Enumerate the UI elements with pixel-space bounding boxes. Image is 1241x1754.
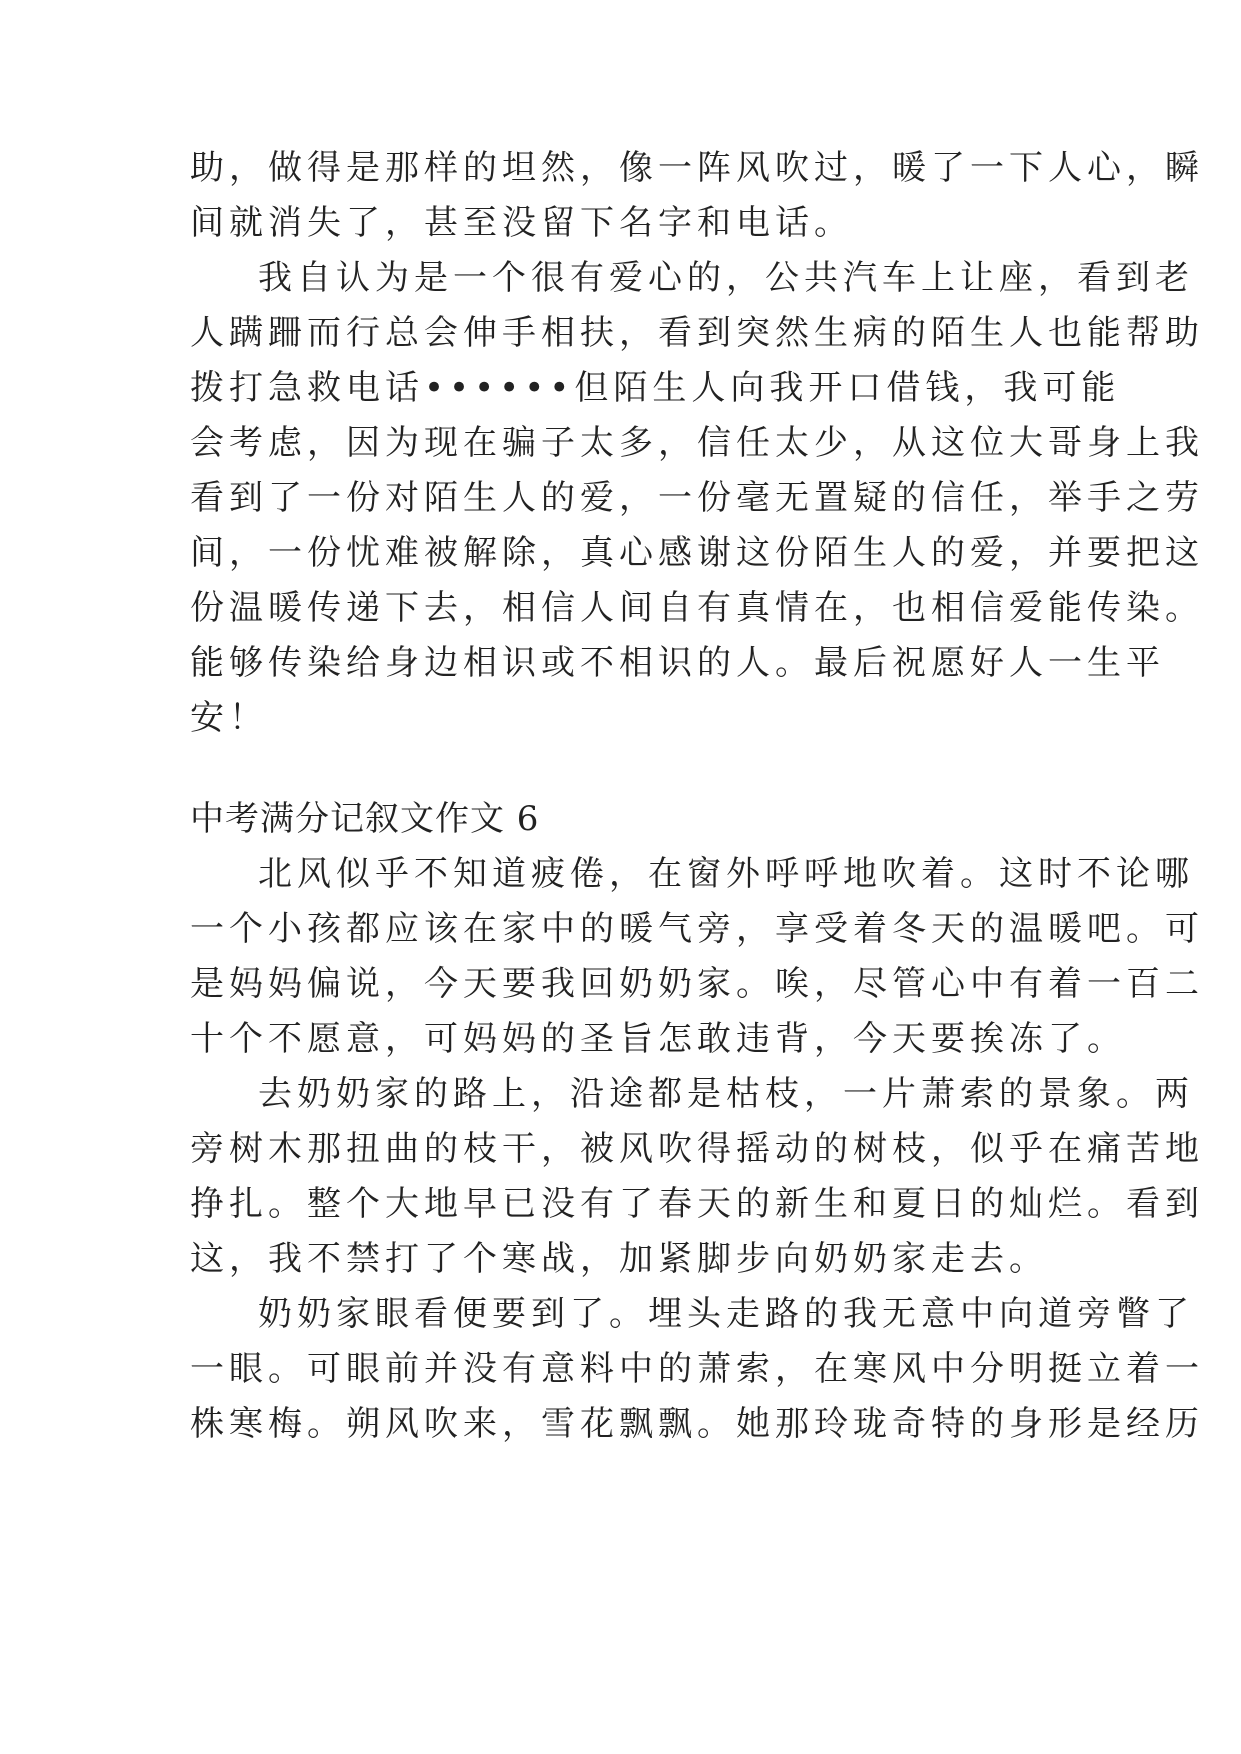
text-line: 能够传染给身边相识或不相识的人。最后祝愿好人一生平 (190, 643, 1165, 683)
text-line: 旁树木那扭曲的枝干，被风吹得摇动的树枝，似乎在痛苦地 (190, 1129, 1204, 1169)
section-title: 中考满分记叙文作文 6 (190, 799, 540, 839)
text-line: 拨打急救电话••••••但陌生人向我开口借钱，我可能 (190, 368, 1121, 408)
text-line: 株寒梅。朔风吹来，雪花飘飘。她那玲珑奇特的身形是经历 (190, 1404, 1204, 1444)
text-line: 间就消失了，甚至没留下名字和电话。 (190, 203, 853, 243)
text-line: 会考虑，因为现在骗子太多，信任太少，从这位大哥身上我 (190, 423, 1204, 463)
text-line: 我自认为是一个很有爱心的，公共汽车上让座，看到老 (258, 258, 1194, 298)
text-line: 一个小孩都应该在家中的暖气旁，享受着冬天的温暖吧。可 (190, 909, 1204, 949)
text-line: 份温暖传递下去，相信人间自有真情在，也相信爱能传染。 (190, 588, 1204, 628)
text-line: 助，做得是那样的坦然，像一阵风吹过，暖了一下人心，瞬 (190, 148, 1204, 188)
text-line: 安！ (190, 698, 268, 738)
text-line: 一眼。可眼前并没有意料中的萧索，在寒风中分明挺立着一 (190, 1349, 1204, 1389)
text-line: 奶奶家眼看便要到了。埋头走路的我无意中向道旁瞥了 (258, 1294, 1194, 1334)
text-line: 挣扎。整个大地早已没有了春天的新生和夏日的灿烂。看到 (190, 1184, 1204, 1224)
text-line: 北风似乎不知道疲倦，在窗外呼呼地吹着。这时不论哪 (258, 854, 1194, 894)
text-line: 去奶奶家的路上，沿途都是枯枝，一片萧索的景象。两 (258, 1074, 1194, 1114)
text-line: 人蹒跚而行总会伸手相扶，看到突然生病的陌生人也能帮助 (190, 313, 1204, 353)
text-line: 看到了一份对陌生人的爱，一份毫无置疑的信任，举手之劳 (190, 478, 1204, 518)
text-line: 这，我不禁打了个寒战，加紧脚步向奶奶家走去。 (190, 1239, 1048, 1279)
text-line: 间，一份忧难被解除，真心感谢这份陌生人的爱，并要把这 (190, 533, 1204, 573)
text-line: 是妈妈偏说，今天要我回奶奶家。唉，尽管心中有着一百二 (190, 964, 1204, 1004)
text-line: 十个不愿意，可妈妈的圣旨怎敢违背，今天要挨冻了。 (190, 1019, 1126, 1059)
